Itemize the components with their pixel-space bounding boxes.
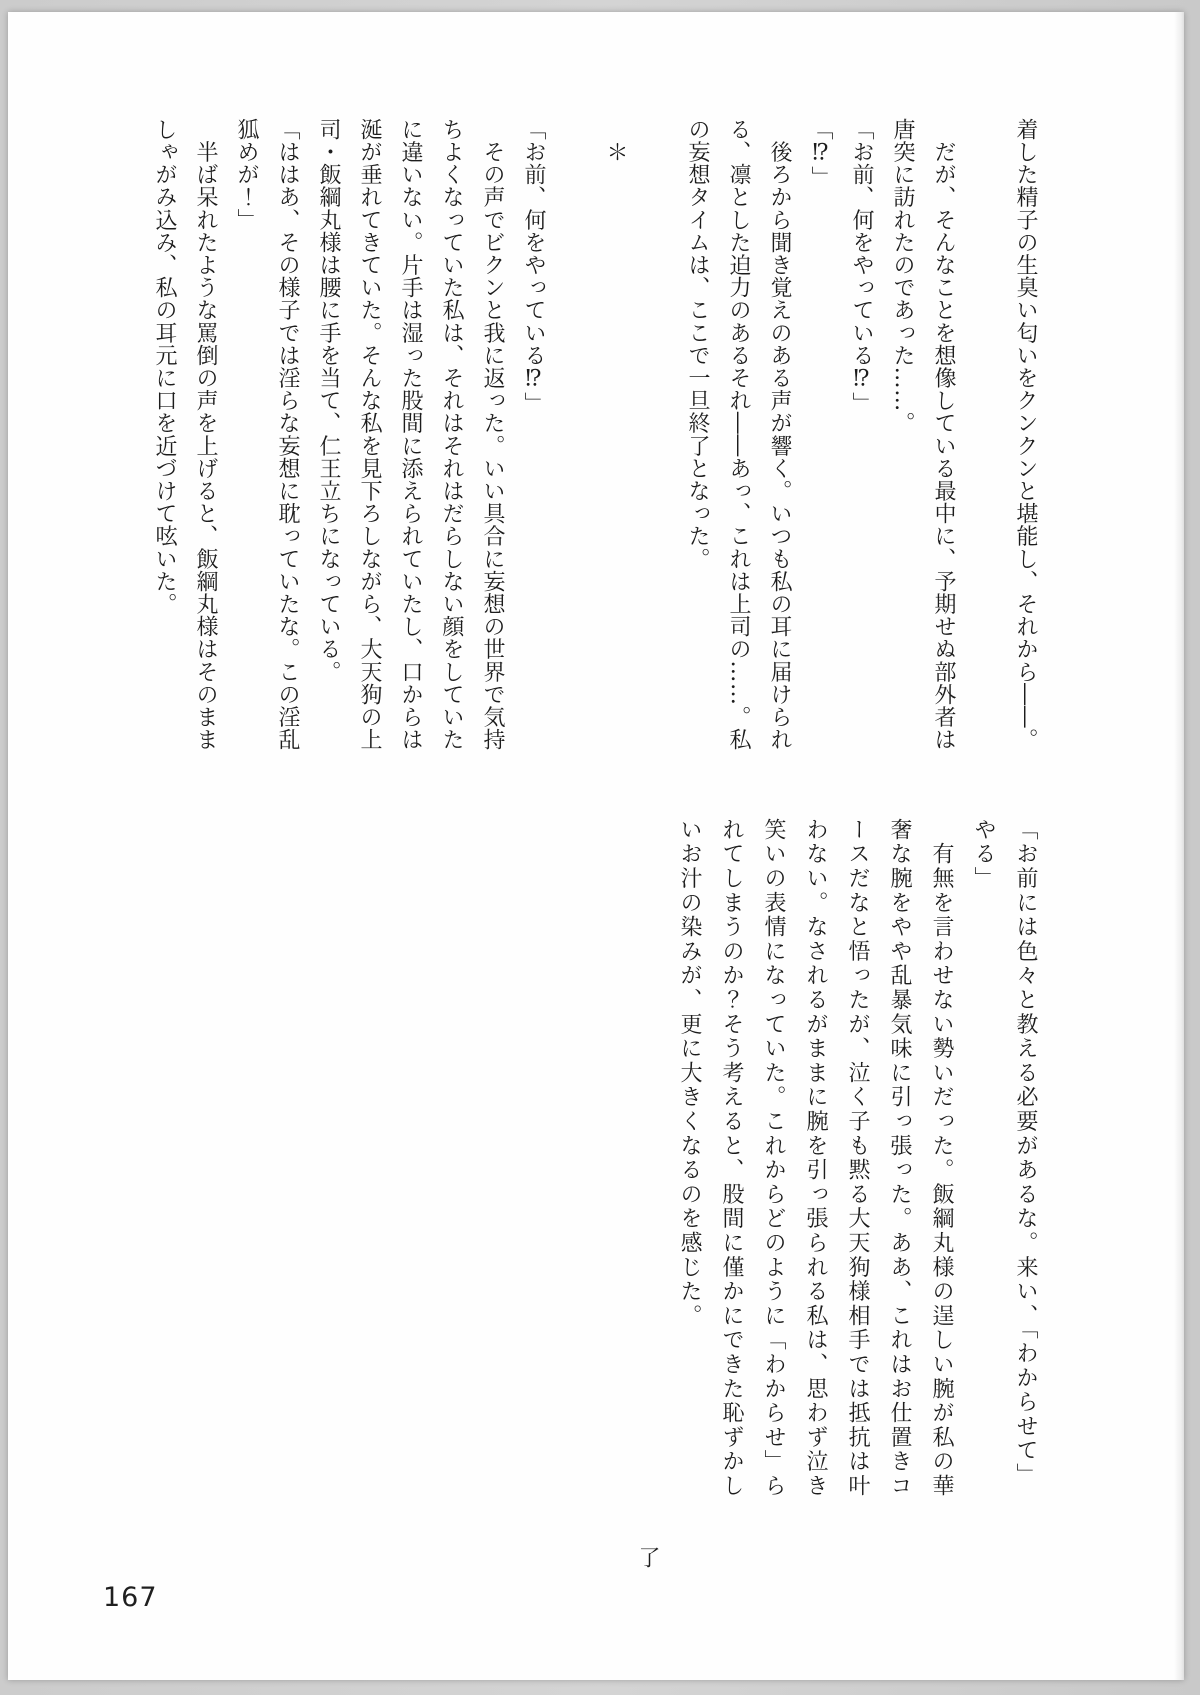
paragraph: 「お前には色々と教える必要があるな。来い、「わからせて」やる」 [971, 818, 1038, 1488]
blank-line [554, 118, 595, 752]
section-separator: ＊ [603, 141, 628, 164]
paragraph: 後ろから聞き覚えのある声が響く。いつも私の耳に届けられる、凛とした迫力のあるそれ――あっ、これは上司の……。私の妄想タイムは、ここで一旦終了となった。 [685, 118, 792, 751]
page-number: 167 [103, 1582, 158, 1613]
paragraph: 「お前、何をやっている⁉」 [849, 118, 874, 415]
page-edge-shadow [1174, 12, 1184, 1680]
story-text-bottom-block [626, 818, 1046, 1574]
blank-line [964, 118, 1005, 752]
blank-line [636, 118, 677, 752]
story-text-top-block [144, 118, 1046, 752]
paragraph: 半ば呆れたような罵倒の声を上げると、飯綱丸様はそのまましゃがみ込み、私の耳元に口を近づけて呟いた。 [152, 118, 218, 751]
story-end-mark: 了 [635, 1545, 660, 1570]
paragraph: 「ははあ、その様子では淫らな妄想に耽っていたな。この淫乱狐めが！」 [234, 118, 300, 751]
paragraph: その声でビクンと我に返った。いい具合に妄想の世界で気持ちよくなっていた私は、それはそれはだらしない顔をしていたに違いない。片手は湿った股間に添えられていたし、口からは涎が垂れてきていた。そんな私を見下ろしながら、大天狗の上司・飯綱丸様は腰に手を当て、仁王立ちになっている。 [316, 118, 505, 751]
paragraph: 有無を言わせない勢いだった。飯綱丸様の逞しい腕が私の華奢な腕をやや乱暴気味に引っ張った。ああ、これはお仕置きコースだなと悟ったが、泣く子も黙る大天狗様相手では抵抗は叶わない。なされるがままに腕を引っ張られる私は、思わず泣き笑いの表情になっていた。これからどのように「わからせ」られてしまうのか？そう考えると、股間に僅かにできた恥ずかしいお汁の染みが、更に大きくなるのを感じた。 [677, 818, 954, 1499]
page [8, 12, 1184, 1680]
paragraph: 「お前、何をやっている⁉」 [521, 118, 546, 415]
paragraph: だが、そんなことを想像している最中に、予期せぬ部外者は唐突に訪れたのであった……。 [890, 118, 956, 751]
paragraph: 着した精子の生臭い匂いをクンクンと堪能し、それから――。 [1013, 118, 1038, 751]
paragraph: 「⁉」 [808, 118, 833, 189]
